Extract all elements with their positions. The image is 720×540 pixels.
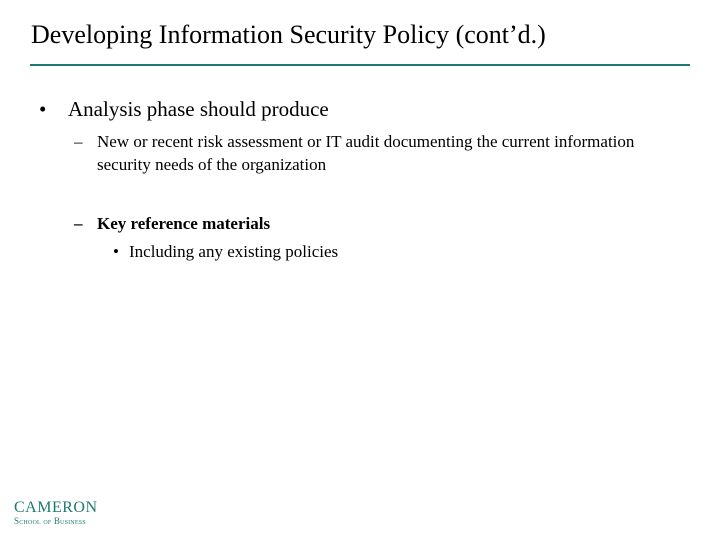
sub-bullet-text: Key reference materials bbox=[97, 214, 271, 233]
sub-sub-bullet-text: Including any existing policies bbox=[129, 242, 339, 261]
sub-bullet-text: New or recent risk assessment or IT audit documenting the current information security needs of the organization bbox=[97, 132, 635, 174]
main-bullet bbox=[39, 96, 329, 122]
bullet-marker: • bbox=[39, 97, 47, 121]
logo-top-text: CAMERON bbox=[14, 499, 98, 516]
dash-marker: – bbox=[74, 132, 83, 151]
dash-marker: – bbox=[74, 214, 83, 233]
main-bullet-text: Analysis phase should produce bbox=[68, 97, 329, 121]
cameron-logo bbox=[14, 500, 98, 527]
logo-bottom-text: School of Business bbox=[14, 516, 86, 526]
bullet-marker: • bbox=[113, 242, 119, 261]
sub-sub-bullet-existing-policies bbox=[113, 240, 338, 263]
slide-title: Developing Information Security Policy (cont’d.) bbox=[31, 20, 546, 49]
title-divider bbox=[30, 64, 690, 66]
sub-bullet-reference-materials bbox=[74, 212, 657, 235]
sub-bullet-risk-assessment bbox=[74, 130, 657, 176]
